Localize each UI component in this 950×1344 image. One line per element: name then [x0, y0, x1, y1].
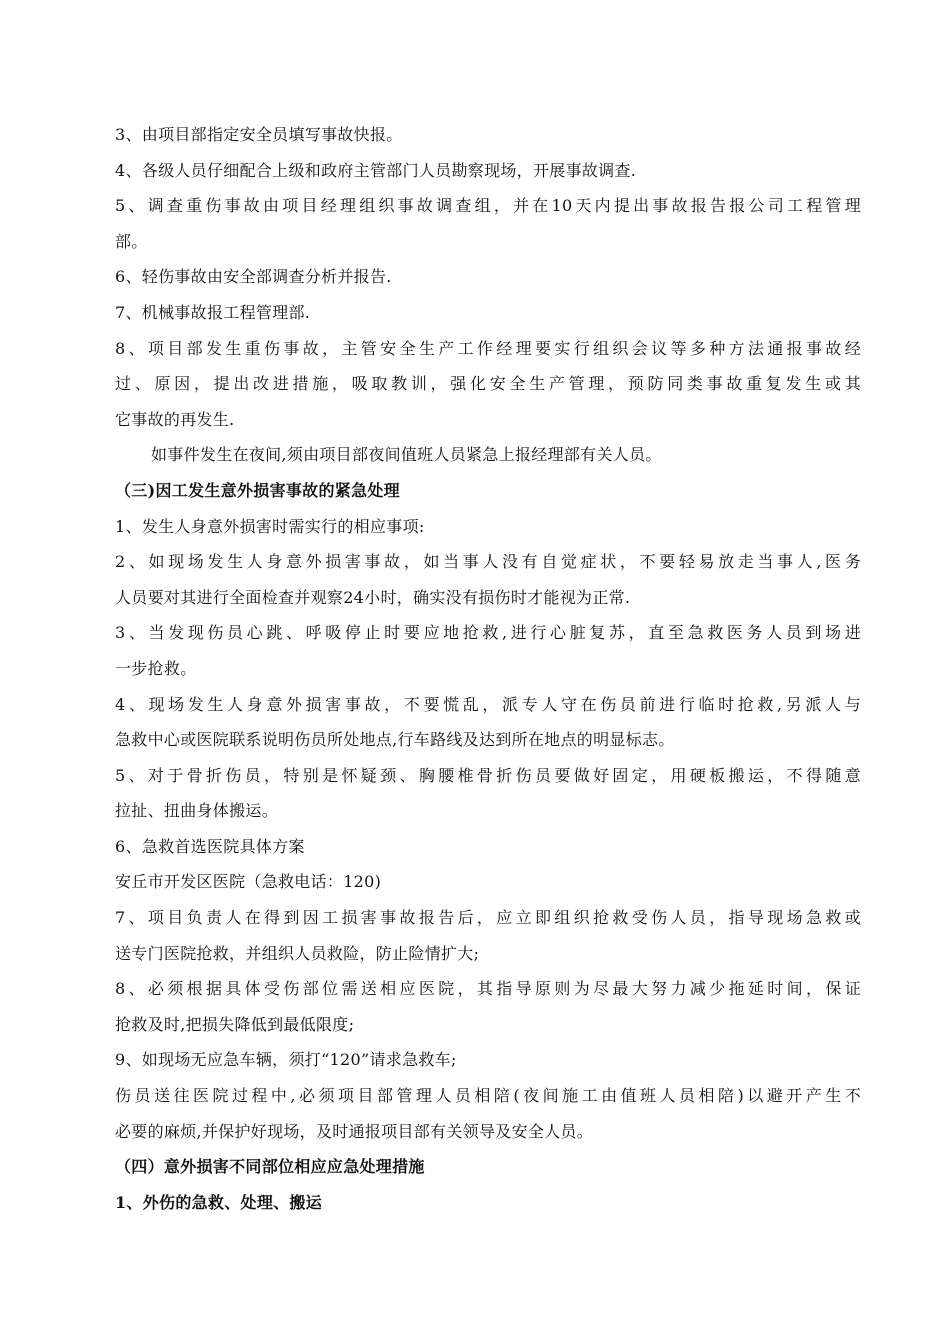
text-line-29: 必要的麻烦,并保护好现场，及时通报项目部有关领导及安全人员。 [115, 1121, 594, 1141]
text-line-27: 9、如现场无应急车辆，须打“120”请求急救车; [115, 1050, 457, 1070]
text-line-10: 如事件发生在夜间,须由项目部夜间值班人员紧急上报经理部有关人员。 [151, 445, 662, 465]
text-line-9: 它事故的再发生. [115, 409, 235, 429]
text-line-26: 抢救及时,把损失降低到最低限度; [115, 1014, 355, 1034]
subsection-heading-1: 1、外伤的急救、处理、搬运 [115, 1192, 323, 1212]
text-line-23: 7、项目负责人在得到因工损害事故报告后，应立即组织抢救受伤人员，指导现场急救或 [115, 908, 861, 928]
text-line-16: 一步抢救。 [115, 658, 197, 678]
text-line-22: 安丘市开发区医院（急救电话：120) [115, 872, 382, 892]
text-line-20: 拉扯、扭曲身体搬运。 [115, 801, 279, 821]
text-line-5: 6、轻伤事故由安全部调查分析并报告. [115, 267, 392, 287]
text-line-24: 送专门医院抢救，并组织人员救险，防止险情扩大; [115, 943, 480, 963]
text-line-18: 急救中心或医院联系说明伤员所处地点,行车路线及达到所在地点的明显标志。 [115, 730, 675, 750]
text-line-19: 5、对于骨折伤员，特别是怀疑颈、胸腰椎骨折伤员要做好固定，用硬板搬运，不得随意 [115, 765, 861, 785]
text-line-7: 8、项目部发生重伤事故，主管安全生产工作经理要实行组织会议等多种方法通报事故经 [115, 338, 861, 358]
text-line-14: 人员要对其进行全面检查并观察24小时，确实没有损伤时才能视为正常. [115, 587, 631, 607]
text-line-2: 4、各级人员仔细配合上级和政府主管部门人员勘察现场，开展事故调查. [115, 160, 637, 180]
text-line-13: 2、如现场发生人身意外损害事故，如当事人没有自觉症状，不要轻易放走当事人,医务 [115, 552, 861, 572]
text-line-28: 伤员送往医院过程中,必须项目部管理人员相陪(夜间施工由值班人员相陪)以避开产生不 [115, 1086, 861, 1106]
document-page [115, 117, 861, 1220]
section-heading-3: （三)因工发生意外损害事故的紧急处理 [115, 480, 400, 500]
text-line-12: 1、发生人身意外损害时需实行的相应事项: [115, 516, 425, 536]
text-line-1: 3、由项目部指定安全员填写事故快报。 [115, 125, 403, 144]
text-line-6: 7、机械事故报工程管理部. [115, 302, 311, 322]
text-line-21: 6、急救首选医院具体方案 [115, 836, 305, 856]
text-line-4: 部。 [115, 231, 148, 251]
text-line-15: 3、当发现伤员心跳、呼吸停止时要应地抢救,进行心脏复苏，直至急救医务人员到场进 [115, 623, 861, 643]
text-line-25: 8、必须根据具体受伤部位需送相应医院，其指导原则为尽最大努力减少拖延时间，保证 [115, 979, 861, 999]
text-line-17: 4、现场发生人身意外损害事故，不要慌乱，派专人守在伤员前进行临时抢救,另派人与 [115, 694, 861, 714]
text-line-8: 过、原因，提出改进措施，吸取教训，强化安全生产管理，预防同类事故重复发生或其 [115, 374, 861, 394]
section-heading-4: （四）意外损害不同部位相应应急处理措施 [115, 1157, 425, 1177]
text-line-3: 5、调查重伤事故由项目经理组织事故调查组，并在10天内提出事故报告报公司工程管理 [115, 196, 861, 216]
